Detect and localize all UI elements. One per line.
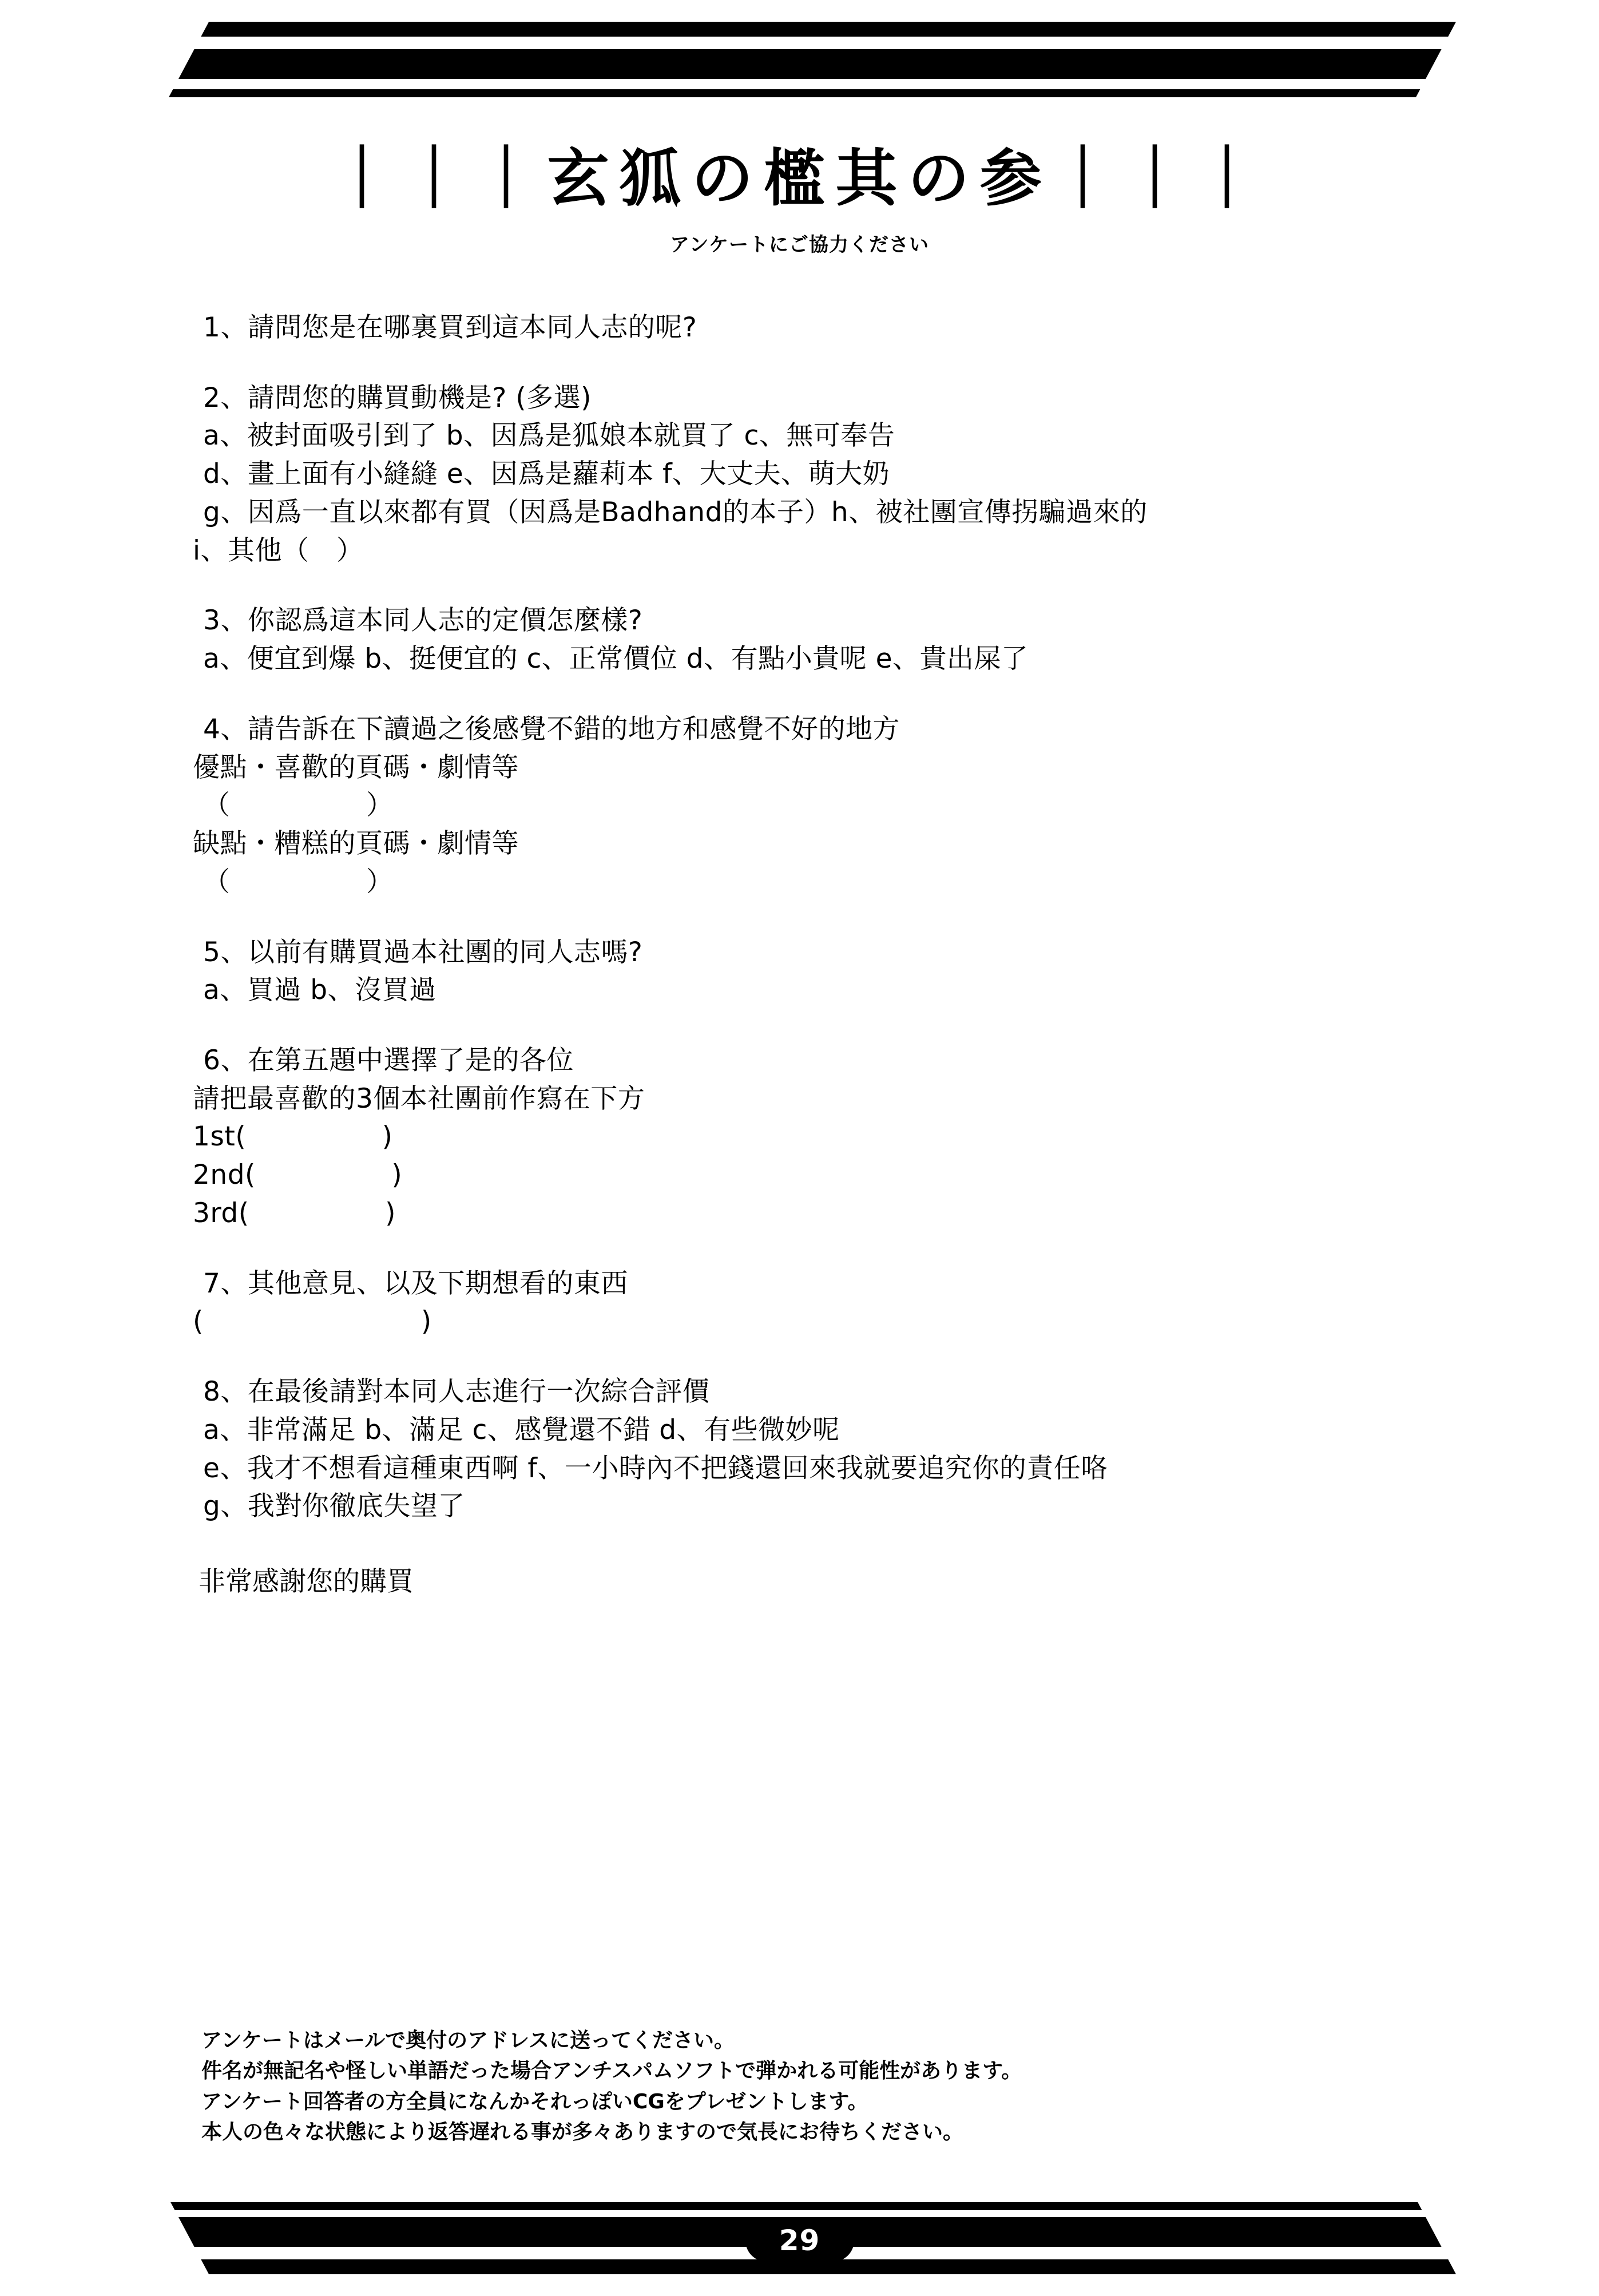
question-8 xyxy=(203,1373,1490,1526)
question-1-line-1: 1、請問您是在哪裏買到這本同人志的呢? xyxy=(203,312,697,343)
question-4-line-2: 優點・喜歡的頁碼・劇情等 xyxy=(193,751,519,783)
page-number: 29 xyxy=(745,2219,854,2262)
footnote-line-2: 件名が無記名や怪しい単語だった場合アンチスパムソフトで弾かれる可能性があります。 xyxy=(201,2059,1022,2083)
page-title: ｜｜｜玄狐の檻其の参｜｜｜ xyxy=(331,142,1268,215)
top-bar-thin-upper xyxy=(0,22,1599,37)
bottom-bar-left-slash xyxy=(0,2170,217,2290)
question-6-line-2: 請把最喜歡的3個本社團前作寫在下方 xyxy=(193,1082,645,1115)
question-7-answer[interactable]: ( ) xyxy=(193,1306,432,1338)
question-3 xyxy=(203,602,1490,678)
top-bar-thin-lower xyxy=(0,89,1599,97)
question-7 xyxy=(193,1265,1490,1341)
question-2-line-3: d、畫上面有小縫縫 e、因爲是蘿莉本 f、大丈夫、萌大奶 xyxy=(203,458,890,490)
question-6-answer-1st[interactable]: 1st( ) xyxy=(193,1121,393,1153)
questionnaire-body xyxy=(193,309,1490,1599)
question-1 xyxy=(203,309,1490,347)
question-4-answer-good[interactable]: （ ） xyxy=(203,790,394,822)
question-5-line-1: 5、以前有購買過本社團的同人志嗎? xyxy=(203,936,643,968)
thanks-message: 非常感謝您的購買 xyxy=(199,1566,414,1598)
question-5-line-2: a、買過 b、沒買過 xyxy=(203,974,437,1006)
top-bar-thick xyxy=(0,49,1599,79)
question-8-line-3: e、我才不想看這種東西啊 f、一小時內不把錢還回來我就要追究你的責任咯 xyxy=(203,1452,1108,1484)
bottom-bar-thin-upper xyxy=(0,2202,1599,2210)
question-3-line-1: 3、你認爲這本同人志的定價怎麼樣? xyxy=(203,605,643,637)
question-2 xyxy=(193,379,1490,570)
footnote-line-1: アンケートはメールで奥付のアドレスに送ってください。 xyxy=(201,2029,735,2052)
question-4-line-1: 4、請告訴在下讀過之後感覺不錯的地方和感覺不好的地方 xyxy=(203,713,900,745)
footnote-block xyxy=(201,2025,1460,2147)
question-4 xyxy=(193,711,1490,902)
question-2-line-2: a、被封面吸引到了 b、因爲是狐娘本就買了 c、無可奉告 xyxy=(203,420,895,452)
question-5 xyxy=(203,934,1490,1010)
question-8-line-2: a、非常滿足 b、滿足 c、感覺還不錯 d、有些微妙呢 xyxy=(203,1414,840,1446)
top-bar-left-slash xyxy=(0,6,217,120)
footnote-line-4: 本人の色々な状態により返答遅れる事が多々ありますので気長にお待ちください。 xyxy=(201,2120,964,2144)
question-6-answer-2nd[interactable]: 2nd( ) xyxy=(193,1159,403,1191)
question-6 xyxy=(193,1042,1490,1233)
question-2-line-1: 2、請問您的購買動機是? (多選) xyxy=(203,382,592,414)
question-4-answer-bad[interactable]: （ ） xyxy=(203,866,394,898)
page-subtitle: アンケートにご協力ください xyxy=(670,233,929,257)
question-4-line-4: 缺點・糟糕的頁碼・劇情等 xyxy=(193,828,519,860)
question-3-line-2: a、便宜到爆 b、挺便宜的 c、正常價位 d、有點小貴呢 e、貴出屎了 xyxy=(203,643,1029,675)
question-6-line-1: 6、在第五題中選擇了是的各位 xyxy=(203,1045,574,1077)
question-2-line-4: g、因爲一直以來都有買（因爲是Badhand的本子）h、被社團宣傳拐騙過來的 xyxy=(203,496,1148,528)
top-decorative-bars xyxy=(0,0,1599,120)
question-8-line-4: g、我對你徹底失望了 xyxy=(203,1490,465,1522)
question-7-line-1: 7、其他意見、以及下期想看的東西 xyxy=(203,1267,628,1299)
question-2-line-5: i、其他（ ） xyxy=(193,534,364,566)
page-title-block xyxy=(0,143,1599,257)
question-8-line-1: 8、在最後請對本同人志進行一次綜合評價 xyxy=(203,1376,710,1408)
footnote-line-3: アンケート回答者の方全員になんかそれっぽいCGをプレゼントします。 xyxy=(201,2089,868,2113)
question-6-answer-3rd[interactable]: 3rd( ) xyxy=(193,1197,396,1229)
